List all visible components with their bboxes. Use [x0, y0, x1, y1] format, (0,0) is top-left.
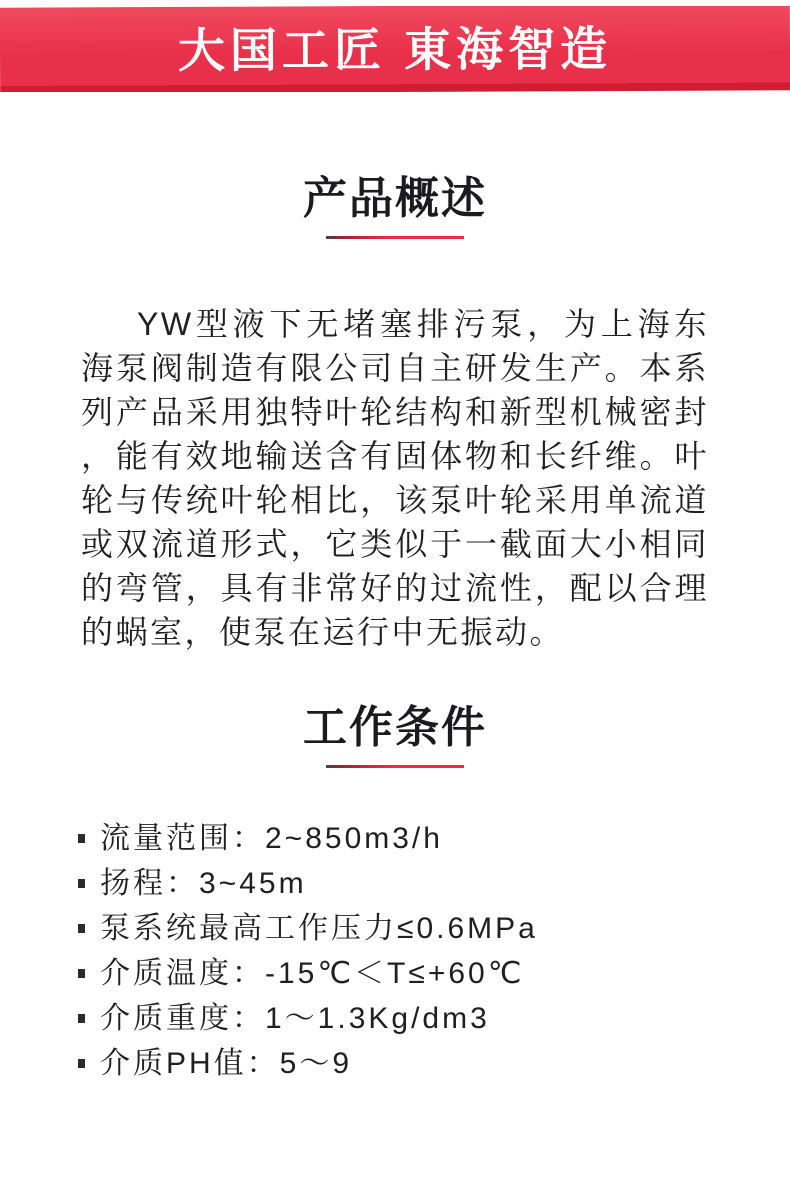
condition-text: 泵系统最高工作压力≤0.6MPa: [100, 912, 538, 945]
condition-item: [78, 861, 790, 906]
condition-text: 介质温度：-15℃＜T≤+60℃: [100, 957, 525, 990]
conditions-title-underline: [326, 765, 464, 768]
condition-item: [78, 951, 790, 996]
conditions-title: 工作条件: [303, 703, 487, 752]
bullet-icon: [78, 879, 85, 888]
overview-heading: [0, 92, 790, 239]
bullet-icon: [78, 1014, 85, 1023]
condition-item: [78, 996, 790, 1041]
overview-title: 产品概述: [303, 174, 487, 223]
top-banner: [0, 6, 790, 92]
condition-text: 扬程：3~45m: [100, 867, 307, 900]
bullet-icon: [78, 969, 85, 978]
bullet-icon: [78, 1059, 85, 1068]
bullet-icon: [78, 834, 85, 843]
conditions-list: [0, 816, 790, 1086]
condition-item: [78, 906, 790, 951]
banner-background: [0, 6, 790, 92]
condition-text: 介质PH值：5～9: [100, 1047, 353, 1080]
bullet-icon: [78, 924, 85, 933]
condition-text: 流量范围：2~850m3/h: [100, 822, 443, 855]
conditions-heading: [0, 654, 790, 768]
overview-title-underline: [326, 236, 464, 239]
section-working-conditions: [0, 654, 790, 1086]
section-product-overview: [0, 92, 790, 654]
banner-title: 大国工匠 東海智造: [177, 21, 613, 77]
condition-item: [78, 1041, 790, 1086]
overview-paragraph: YW型液下无堵塞排污泵，为上海东海泵阀制造有限公司自主研发生产。本系列产品采用独特叶轮结构和新型机械密封，能有效地输送含有固体物和长纤维。叶轮与传统叶轮相比，该泵叶轮采用单流道或双流道形式，它类似于一截面大小相同的弯管，具有非常好的过流性，配以合理的蜗室，使泵在运行中无振动。: [81, 306, 709, 650]
condition-item: [78, 816, 790, 861]
condition-text: 介质重度：1～1.3Kg/dm3: [100, 1002, 490, 1035]
